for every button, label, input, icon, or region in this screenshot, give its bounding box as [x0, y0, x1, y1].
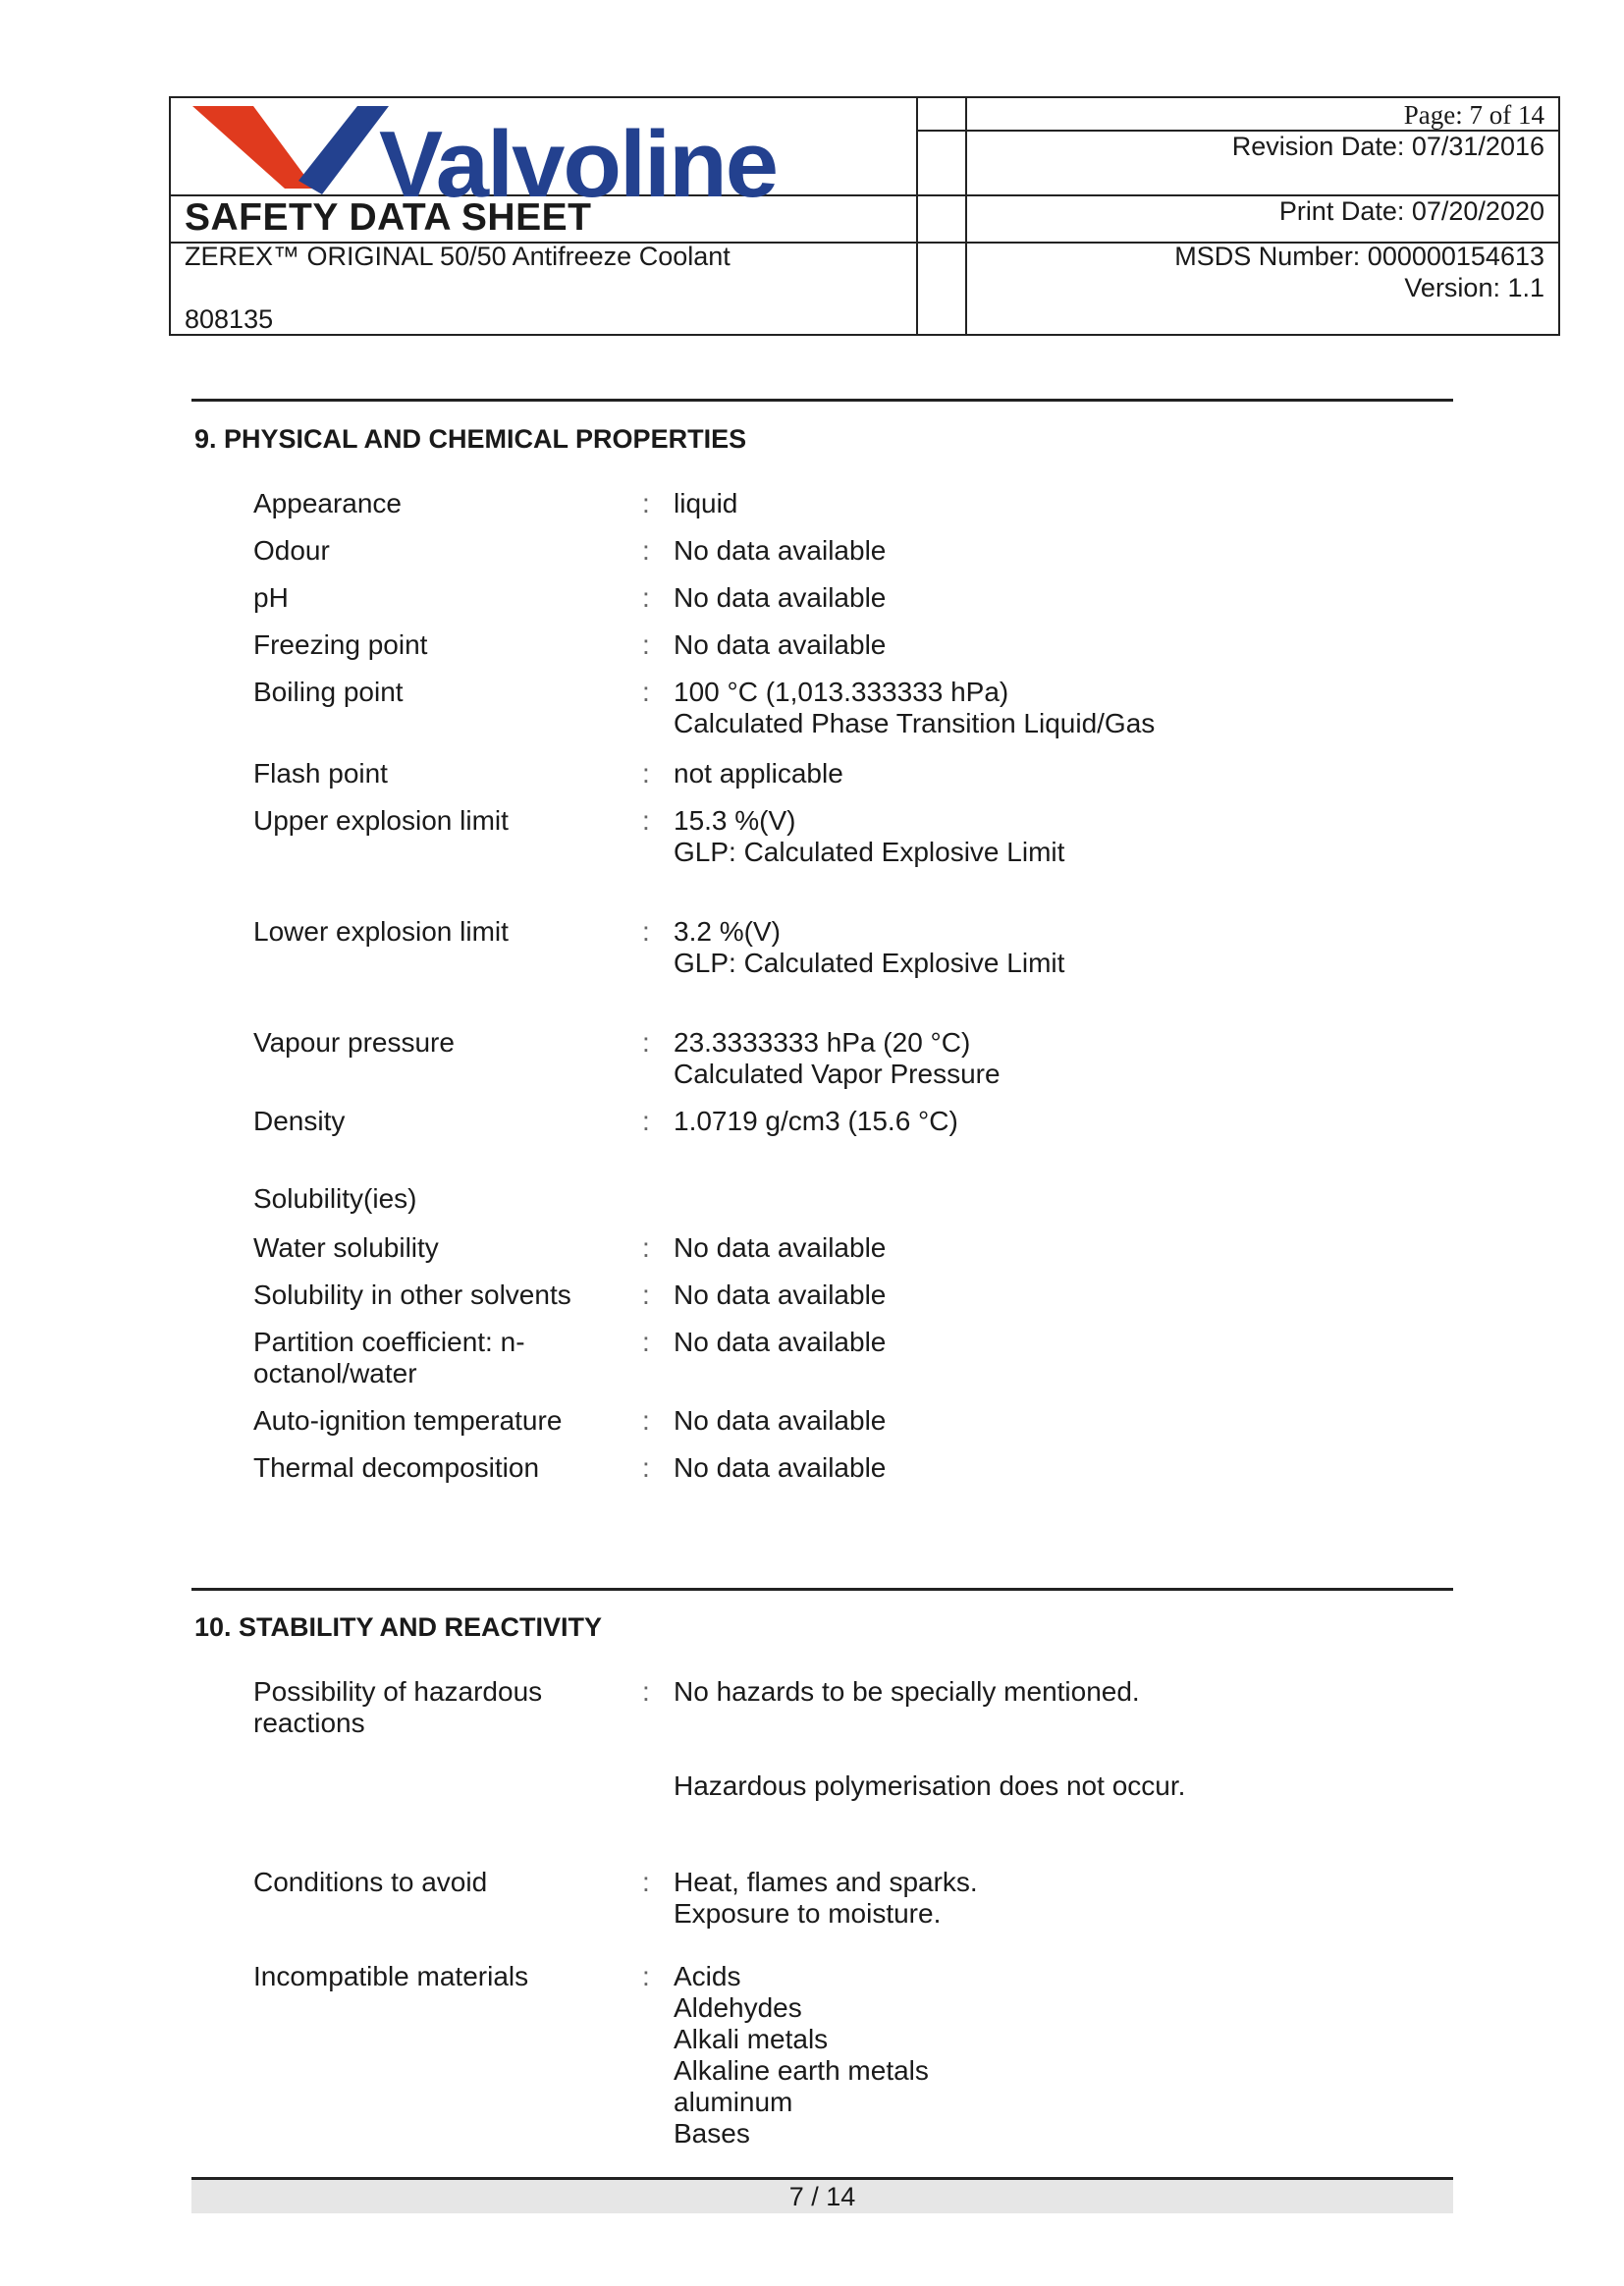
property-value: [674, 805, 1459, 868]
property-label: Odour: [253, 535, 330, 566]
value-line: Aldehydes: [674, 1992, 802, 2023]
value-line: No data available: [674, 629, 887, 660]
section-divider: [191, 1588, 1453, 1591]
property-value: [674, 1452, 1459, 1484]
value-line: Alkali metals: [674, 2024, 829, 2054]
value-line: No data available: [674, 582, 887, 613]
property-value: [674, 1327, 1459, 1358]
value-line: Acids: [674, 1961, 741, 1991]
property-value: [674, 1770, 1459, 1802]
property-label: Thermal decomposition: [253, 1452, 540, 1483]
property-value: [674, 1405, 1459, 1437]
property-label: Solubility(ies): [253, 1183, 417, 1214]
property-label: pH: [253, 582, 289, 613]
separator: :: [642, 805, 650, 836]
page-indicator: Page: 7 of 14: [1403, 100, 1544, 130]
property-label: Boiling point: [253, 677, 404, 707]
logo-v-blue: [298, 106, 389, 194]
value-line: liquid: [674, 488, 738, 518]
separator: :: [642, 1279, 650, 1310]
value-line: Heat, flames and sparks.: [674, 1867, 978, 1897]
value-line: Bases: [674, 2118, 750, 2149]
value-line: No data available: [674, 1452, 887, 1483]
property-value: [674, 629, 1459, 661]
msds-number: MSDS Number: 000000154613: [1174, 242, 1544, 271]
property-label: Density: [253, 1106, 346, 1136]
value-line: not applicable: [674, 758, 843, 789]
property-label: Auto-ignition temperature: [253, 1405, 563, 1436]
property-value: [674, 1232, 1459, 1264]
value-line: 1.0719 g/cm3 (15.6 °C): [674, 1106, 958, 1136]
property-value: [674, 1867, 1459, 1930]
value-line: 15.3 %(V): [674, 805, 796, 836]
separator: :: [642, 629, 650, 660]
value-line: 3.2 %(V): [674, 916, 781, 947]
separator: :: [642, 535, 650, 566]
value-line: GLP: Calculated Explosive Limit: [674, 948, 1065, 978]
separator: :: [642, 1676, 650, 1707]
value-line: Calculated Vapor Pressure: [674, 1059, 1001, 1089]
value-line: 23.3333333 hPa (20 °C): [674, 1027, 971, 1058]
value-line: No data available: [674, 535, 887, 566]
value-line: No hazards to be specially mentioned.: [674, 1676, 1140, 1707]
property-value: [674, 1961, 1459, 2150]
separator: :: [642, 1452, 650, 1483]
property-value: [674, 916, 1459, 979]
property-label: Freezing point: [253, 629, 428, 660]
property-label: Conditions to avoid: [253, 1867, 488, 1897]
property-label: Water solubility: [253, 1232, 439, 1263]
logo-wordmark: Valvoline: [379, 112, 777, 198]
property-label: Incompatible materials: [253, 1961, 529, 1991]
footer-page-number: 7 / 14: [191, 2180, 1453, 2213]
separator: :: [642, 1027, 650, 1058]
value-line: 100 °C (1,013.333333 hPa): [674, 677, 1009, 707]
document-header: [169, 96, 1560, 336]
separator: :: [642, 1405, 650, 1436]
property-label: Possibility of hazardous reactions: [253, 1676, 543, 1738]
revision-date: Revision Date: 07/31/2016: [1231, 132, 1544, 161]
separator: :: [642, 916, 650, 947]
separator: :: [642, 1867, 650, 1897]
value-line: Calculated Phase Transition Liquid/Gas: [674, 708, 1156, 738]
version: Version: 1.1: [1404, 273, 1544, 302]
value-line: Exposure to moisture.: [674, 1898, 942, 1929]
property-value: [674, 1279, 1459, 1311]
property-value: [674, 1106, 1459, 1137]
section-10-title: 10. STABILITY AND REACTIVITY: [194, 1612, 603, 1642]
separator: :: [642, 1961, 650, 1991]
separator: :: [642, 582, 650, 613]
property-label: Flash point: [253, 758, 388, 789]
logo-v-red: [192, 106, 314, 189]
property-label: Upper explosion limit: [253, 805, 509, 836]
property-label: Lower explosion limit: [253, 916, 509, 947]
property-value: [674, 758, 1459, 789]
property-value: [674, 1027, 1459, 1090]
value-line: GLP: Calculated Explosive Limit: [674, 837, 1065, 867]
header-divider: [965, 98, 967, 334]
separator: :: [642, 1327, 650, 1357]
print-date: Print Date: 07/20/2020: [1278, 196, 1544, 226]
separator: :: [642, 488, 650, 518]
section-9-title: 9. PHYSICAL AND CHEMICAL PROPERTIES: [194, 424, 747, 454]
value-line: No data available: [674, 1327, 887, 1357]
value-line: Hazardous polymerisation does not occur.: [674, 1770, 1186, 1801]
property-value: [674, 488, 1459, 519]
property-label: Vapour pressure: [253, 1027, 455, 1058]
value-line: No data available: [674, 1279, 887, 1310]
separator: :: [642, 758, 650, 789]
property-value: [674, 535, 1459, 567]
property-label: Partition coefficient: n-octanol/water: [253, 1327, 525, 1388]
product-name: ZEREX™ ORIGINAL 50/50 Antifreeze Coolant: [185, 242, 731, 271]
separator: :: [642, 1106, 650, 1136]
separator: :: [642, 677, 650, 707]
value-line: No data available: [674, 1405, 887, 1436]
sds-title: SAFETY DATA SHEET: [185, 196, 592, 239]
section-divider: [191, 399, 1453, 402]
separator: :: [642, 1232, 650, 1263]
valvoline-logo: [192, 104, 782, 198]
property-value: [674, 677, 1459, 739]
value-line: aluminum: [674, 2087, 793, 2117]
property-value: [674, 1676, 1459, 1708]
header-divider: [916, 98, 918, 334]
value-line: No data available: [674, 1232, 887, 1263]
product-code: 808135: [185, 304, 274, 334]
property-label: Solubility in other solvents: [253, 1279, 571, 1310]
value-line: Alkaline earth metals: [674, 2055, 929, 2086]
property-label: Appearance: [253, 488, 403, 518]
property-value: [674, 582, 1459, 614]
